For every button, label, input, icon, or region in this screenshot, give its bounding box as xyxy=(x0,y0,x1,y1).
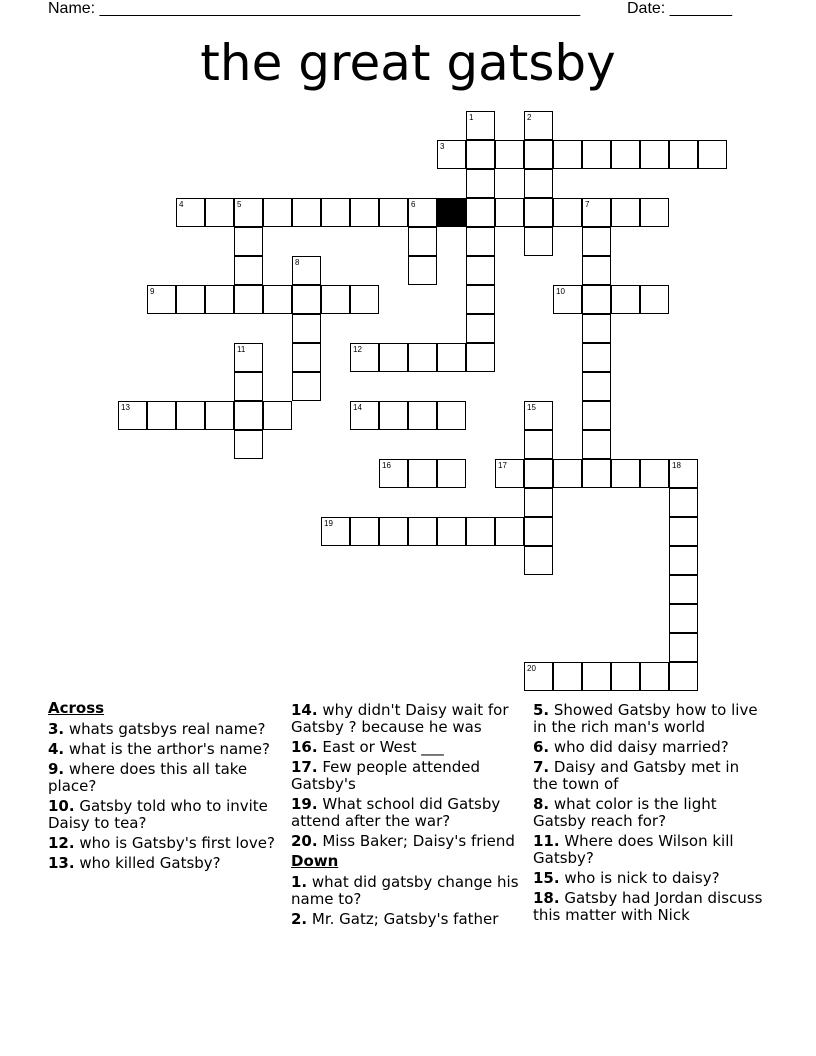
grid-cell[interactable] xyxy=(205,285,234,314)
grid-cell[interactable] xyxy=(321,285,350,314)
clue-text: whats gatsbys real name? xyxy=(64,720,266,738)
cell-number: 20 xyxy=(527,664,536,673)
clue-text: why didn't Daisy wait for Gatsby ? because he was xyxy=(291,701,509,736)
grid-cell[interactable] xyxy=(321,517,350,546)
cell-number: 14 xyxy=(353,403,362,412)
grid-cell[interactable] xyxy=(495,198,524,227)
grid-cell[interactable] xyxy=(524,169,553,198)
clue-number: 1. xyxy=(291,873,308,891)
grid-cell[interactable] xyxy=(611,140,640,169)
grid-cell[interactable] xyxy=(176,285,205,314)
clue-item xyxy=(291,796,521,830)
grid-cell[interactable] xyxy=(669,633,698,662)
grid-cell[interactable] xyxy=(524,111,553,140)
clue-number: 14. xyxy=(291,701,318,719)
grid-cell[interactable] xyxy=(408,256,437,285)
name-field-label: Name: ______________________________________________________ xyxy=(48,0,581,17)
clue-number: 18. xyxy=(533,889,560,907)
grid-cell[interactable] xyxy=(611,459,640,488)
grid-cell[interactable] xyxy=(582,198,611,227)
clue-item xyxy=(291,759,521,793)
grid-cell[interactable] xyxy=(466,198,495,227)
cell-number: 17 xyxy=(498,461,507,470)
grid-cell[interactable] xyxy=(466,256,495,285)
clue-text: what color is the light Gatsby reach for? xyxy=(533,795,717,830)
cell-number: 7 xyxy=(585,200,590,209)
grid-cell[interactable] xyxy=(553,285,582,314)
clue-text: who did daisy married? xyxy=(549,738,729,756)
clue-item xyxy=(48,741,278,758)
clue-number: 9. xyxy=(48,760,65,778)
clue-text: Where does Wilson kill Gatsby? xyxy=(533,832,734,867)
clue-item xyxy=(533,870,763,887)
grid-cell[interactable] xyxy=(437,343,466,372)
grid-cell[interactable] xyxy=(466,111,495,140)
grid-cell[interactable] xyxy=(408,343,437,372)
clue-item xyxy=(533,702,763,736)
grid-cell[interactable] xyxy=(350,343,379,372)
grid-cell[interactable] xyxy=(553,140,582,169)
grid-cell[interactable] xyxy=(495,140,524,169)
down-heading: Down xyxy=(291,852,339,870)
cell-number: 9 xyxy=(150,287,155,296)
grid-cell[interactable] xyxy=(408,227,437,256)
cell-number: 4 xyxy=(179,200,184,209)
across-heading: Across xyxy=(48,699,105,717)
grid-cell[interactable] xyxy=(611,662,640,691)
cell-number: 2 xyxy=(527,113,532,122)
clue-number: 3. xyxy=(48,720,65,738)
grid-cell[interactable] xyxy=(466,227,495,256)
grid-cell[interactable] xyxy=(408,459,437,488)
clue-item xyxy=(533,890,763,924)
clue-item xyxy=(291,874,521,908)
clue-number: 8. xyxy=(533,795,550,813)
clue-item xyxy=(291,833,521,850)
grid-cell[interactable] xyxy=(553,198,582,227)
grid-cell[interactable] xyxy=(234,227,263,256)
grid-cell[interactable] xyxy=(437,401,466,430)
grid-cell[interactable] xyxy=(408,401,437,430)
grid-cell[interactable] xyxy=(582,430,611,459)
grid-cell[interactable] xyxy=(321,198,350,227)
grid-cell[interactable] xyxy=(292,198,321,227)
grid-cell[interactable] xyxy=(698,140,727,169)
page-title: the great gatsby xyxy=(200,34,616,92)
cell-number: 5 xyxy=(237,200,242,209)
grid-cell[interactable] xyxy=(437,517,466,546)
grid-cell[interactable] xyxy=(582,372,611,401)
grid-cell[interactable] xyxy=(437,140,466,169)
grid-cell[interactable] xyxy=(466,343,495,372)
grid-cell[interactable] xyxy=(640,285,669,314)
grid-cell[interactable] xyxy=(640,198,669,227)
grid-cell[interactable] xyxy=(611,198,640,227)
clue-item xyxy=(48,835,278,852)
clue-number: 15. xyxy=(533,869,560,887)
clue-number: 12. xyxy=(48,834,75,852)
black-square xyxy=(437,198,466,227)
grid-cell[interactable] xyxy=(669,662,698,691)
clue-item xyxy=(291,739,521,756)
grid-cell[interactable] xyxy=(379,401,408,430)
clue-number: 6. xyxy=(533,738,550,756)
clue-number: 4. xyxy=(48,740,65,758)
clue-number: 20. xyxy=(291,832,318,850)
clues-column-3 xyxy=(533,702,763,927)
clue-item xyxy=(48,798,278,832)
grid-cell[interactable] xyxy=(524,430,553,459)
grid-cell[interactable] xyxy=(495,459,524,488)
grid-cell[interactable] xyxy=(582,343,611,372)
clue-text: Few people attended Gatsby's xyxy=(291,758,480,793)
clue-number: 7. xyxy=(533,758,550,776)
clues-column-1 xyxy=(48,700,278,875)
cell-number: 1 xyxy=(469,113,474,122)
grid-cell[interactable] xyxy=(524,546,553,575)
clue-item xyxy=(48,761,278,795)
cell-number: 15 xyxy=(527,403,536,412)
grid-cell[interactable] xyxy=(582,140,611,169)
grid-cell[interactable] xyxy=(582,256,611,285)
grid-cell[interactable] xyxy=(263,198,292,227)
grid-cell[interactable] xyxy=(669,517,698,546)
clue-text: who killed Gatsby? xyxy=(74,854,221,872)
grid-cell[interactable] xyxy=(495,517,524,546)
grid-cell[interactable] xyxy=(524,198,553,227)
clue-item xyxy=(533,739,763,756)
clue-number: 16. xyxy=(291,738,318,756)
grid-cell[interactable] xyxy=(582,459,611,488)
clue-number: 11. xyxy=(533,832,560,850)
clue-text: Gatsby had Jordan discuss this matter with Nick xyxy=(533,889,763,924)
grid-cell[interactable] xyxy=(553,459,582,488)
cell-number: 8 xyxy=(295,258,300,267)
grid-cell[interactable] xyxy=(582,401,611,430)
cell-number: 19 xyxy=(324,519,333,528)
grid-cell[interactable] xyxy=(611,285,640,314)
grid-cell[interactable] xyxy=(524,517,553,546)
grid-cell[interactable] xyxy=(669,546,698,575)
grid-cell[interactable] xyxy=(350,401,379,430)
clue-item xyxy=(48,721,278,738)
grid-cell[interactable] xyxy=(669,604,698,633)
grid-cell[interactable] xyxy=(466,169,495,198)
grid-cell[interactable] xyxy=(437,459,466,488)
grid-cell[interactable] xyxy=(640,459,669,488)
clue-item xyxy=(533,759,763,793)
grid-cell[interactable] xyxy=(205,401,234,430)
grid-cell[interactable] xyxy=(524,140,553,169)
clue-item xyxy=(291,702,521,736)
grid-cell[interactable] xyxy=(466,140,495,169)
grid-cell[interactable] xyxy=(466,285,495,314)
grid-cell[interactable] xyxy=(263,401,292,430)
grid-cell[interactable] xyxy=(379,517,408,546)
clue-text: what did gatsby change his name to? xyxy=(291,873,519,908)
grid-cell[interactable] xyxy=(524,459,553,488)
clue-number: 19. xyxy=(291,795,318,813)
grid-cell[interactable] xyxy=(379,343,408,372)
clue-item xyxy=(48,855,278,872)
grid-cell[interactable] xyxy=(234,372,263,401)
clue-text: who is nick to daisy? xyxy=(559,869,720,887)
grid-cell[interactable] xyxy=(524,662,553,691)
date-field-label: Date: _______ xyxy=(627,0,732,17)
clue-item xyxy=(533,833,763,867)
grid-cell[interactable] xyxy=(524,227,553,256)
grid-cell[interactable] xyxy=(292,285,321,314)
clue-text: Mr. Gatz; Gatsby's father xyxy=(307,910,499,928)
clue-number: 2. xyxy=(291,910,308,928)
cell-number: 13 xyxy=(121,403,130,412)
grid-cell[interactable] xyxy=(640,662,669,691)
cell-number: 12 xyxy=(353,345,362,354)
grid-cell[interactable] xyxy=(669,488,698,517)
grid-cell[interactable] xyxy=(379,459,408,488)
grid-cell[interactable] xyxy=(234,256,263,285)
clue-text: Miss Baker; Daisy's friend xyxy=(317,832,515,850)
clues-column-2 xyxy=(291,702,521,931)
grid-cell[interactable] xyxy=(582,314,611,343)
grid-cell[interactable] xyxy=(379,198,408,227)
cell-number: 3 xyxy=(440,142,445,151)
grid-cell[interactable] xyxy=(118,401,147,430)
grid-cell[interactable] xyxy=(350,285,379,314)
grid-cell[interactable] xyxy=(147,401,176,430)
cell-number: 11 xyxy=(237,345,246,354)
grid-cell[interactable] xyxy=(466,314,495,343)
grid-cell[interactable] xyxy=(234,430,263,459)
cell-number: 10 xyxy=(556,287,565,296)
cell-number: 18 xyxy=(672,461,681,470)
grid-cell[interactable] xyxy=(234,285,263,314)
grid-cell[interactable] xyxy=(669,575,698,604)
clue-number: 13. xyxy=(48,854,75,872)
grid-cell[interactable] xyxy=(524,401,553,430)
grid-cell[interactable] xyxy=(350,517,379,546)
grid-cell[interactable] xyxy=(553,662,582,691)
grid-cell[interactable] xyxy=(669,140,698,169)
clue-item xyxy=(533,796,763,830)
grid-cell[interactable] xyxy=(524,488,553,517)
grid-cell[interactable] xyxy=(234,198,263,227)
grid-cell[interactable] xyxy=(408,517,437,546)
grid-cell[interactable] xyxy=(582,285,611,314)
clue-text: What school did Gatsby attend after the war? xyxy=(291,795,501,830)
grid-cell[interactable] xyxy=(176,198,205,227)
cell-number: 6 xyxy=(411,200,416,209)
clue-text: Gatsby told who to invite Daisy to tea? xyxy=(48,797,268,832)
grid-cell[interactable] xyxy=(350,198,379,227)
clue-item xyxy=(291,911,521,928)
grid-cell[interactable] xyxy=(147,285,176,314)
grid-cell[interactable] xyxy=(176,401,205,430)
grid-cell[interactable] xyxy=(582,227,611,256)
grid-cell[interactable] xyxy=(292,372,321,401)
grid-cell[interactable] xyxy=(640,140,669,169)
clue-text: where does this all take place? xyxy=(48,760,248,795)
clue-number: 10. xyxy=(48,797,75,815)
grid-cell[interactable] xyxy=(292,343,321,372)
grid-cell[interactable] xyxy=(408,198,437,227)
grid-cell[interactable] xyxy=(263,285,292,314)
grid-cell[interactable] xyxy=(582,662,611,691)
clue-text: Showed Gatsby how to live in the rich man's world xyxy=(533,701,758,736)
clue-text: what is the arthor's name? xyxy=(64,740,270,758)
grid-cell[interactable] xyxy=(292,314,321,343)
clue-number: 5. xyxy=(533,701,550,719)
clue-text: who is Gatsby's first love? xyxy=(74,834,275,852)
clue-text: East or West ___ xyxy=(317,738,444,756)
grid-cell[interactable] xyxy=(292,256,321,285)
grid-cell[interactable] xyxy=(234,401,263,430)
cell-number: 16 xyxy=(382,461,391,470)
clue-number: 17. xyxy=(291,758,318,776)
grid-cell[interactable] xyxy=(669,459,698,488)
clue-text: Daisy and Gatsby met in the town of xyxy=(533,758,740,793)
grid-cell[interactable] xyxy=(466,517,495,546)
grid-cell[interactable] xyxy=(234,343,263,372)
grid-cell[interactable] xyxy=(205,198,234,227)
